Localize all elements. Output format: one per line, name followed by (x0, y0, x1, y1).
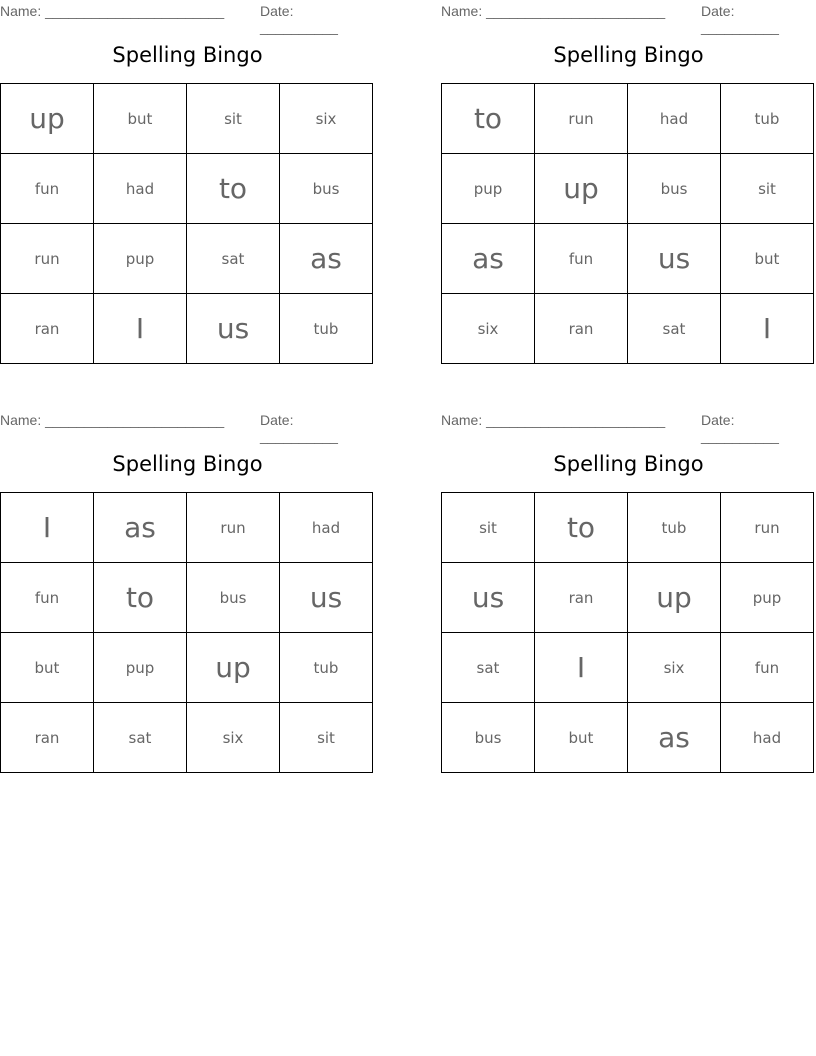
bingo-cell: ran (535, 563, 628, 633)
bingo-cell: had (721, 703, 814, 773)
bingo-cell: fun (1, 154, 94, 224)
grid-row (442, 224, 814, 294)
card-title: Spelling Bingo (553, 452, 704, 476)
date-field: Date: __________ (260, 412, 338, 444)
bingo-cell: us (628, 224, 721, 294)
bingo-cell: sit (280, 703, 373, 773)
header (0, 0, 375, 35)
bingo-cell: bus (187, 563, 280, 633)
bingo-cell: but (1, 633, 94, 703)
grid-row (442, 154, 814, 224)
bingo-cell: fun (1, 563, 94, 633)
bingo-cell: I (94, 294, 187, 364)
grid-row (1, 224, 373, 294)
bingo-cell: sat (187, 224, 280, 294)
bingo-cell: run (535, 84, 628, 154)
bingo-grid (0, 492, 373, 773)
grid-row (442, 703, 814, 773)
bingo-cell: had (94, 154, 187, 224)
bingo-cell: but (94, 84, 187, 154)
bingo-cell: pup (94, 224, 187, 294)
date-field: Date: __________ (701, 412, 779, 444)
bingo-cell: to (442, 84, 535, 154)
card-title: Spelling Bingo (553, 43, 704, 67)
bingo-cell: pup (442, 154, 535, 224)
name-field: Name: _______________________ (0, 3, 225, 19)
bingo-cell: fun (535, 224, 628, 294)
bingo-cell: run (187, 493, 280, 563)
bingo-cell: tub (280, 294, 373, 364)
grid-row (1, 84, 373, 154)
header (441, 0, 816, 35)
bingo-cell: ran (1, 294, 94, 364)
bingo-grid (0, 83, 373, 364)
grid-row (1, 493, 373, 563)
bingo-cell: us (442, 563, 535, 633)
bingo-cell: as (94, 493, 187, 563)
card-title: Spelling Bingo (112, 43, 263, 67)
bingo-cell: bus (442, 703, 535, 773)
bingo-cell: to (94, 563, 187, 633)
bingo-cell: up (535, 154, 628, 224)
bingo-cell: six (280, 84, 373, 154)
bingo-cell: six (628, 633, 721, 703)
bingo-cell: I (721, 294, 814, 364)
name-field: Name: _______________________ (441, 412, 666, 428)
header (441, 409, 816, 444)
bingo-cell: six (442, 294, 535, 364)
bingo-cell: pup (94, 633, 187, 703)
date-field: Date: __________ (260, 3, 338, 35)
bingo-cell: tub (721, 84, 814, 154)
bingo-cell: ran (1, 703, 94, 773)
grid-row (1, 154, 373, 224)
bingo-cell: six (187, 703, 280, 773)
bingo-cell: sit (721, 154, 814, 224)
bingo-grid (441, 83, 814, 364)
name-field: Name: _______________________ (441, 3, 666, 19)
bingo-cell: us (187, 294, 280, 364)
grid-row (1, 703, 373, 773)
header (0, 409, 375, 444)
bingo-cell: up (187, 633, 280, 703)
grid-row (442, 633, 814, 703)
grid-row (1, 563, 373, 633)
bingo-cell: had (628, 84, 721, 154)
bingo-cell: sit (187, 84, 280, 154)
bingo-cell: had (280, 493, 373, 563)
bingo-grid (441, 492, 814, 773)
bingo-cell: I (1, 493, 94, 563)
date-field: Date: __________ (701, 3, 779, 35)
grid-row (442, 84, 814, 154)
bingo-cell: as (280, 224, 373, 294)
bingo-cell: ran (535, 294, 628, 364)
bingo-cell: up (628, 563, 721, 633)
bingo-cell: sat (442, 633, 535, 703)
bingo-cell: sat (628, 294, 721, 364)
bingo-cell: but (721, 224, 814, 294)
bingo-cell: but (535, 703, 628, 773)
bingo-cell: as (628, 703, 721, 773)
bingo-cell: run (721, 493, 814, 563)
grid-row (1, 633, 373, 703)
bingo-cell: run (1, 224, 94, 294)
bingo-cell: I (535, 633, 628, 703)
bingo-cell: sat (94, 703, 187, 773)
grid-row (442, 294, 814, 364)
bingo-cell: bus (280, 154, 373, 224)
bingo-cell: pup (721, 563, 814, 633)
bingo-cell: to (535, 493, 628, 563)
bingo-cell: tub (628, 493, 721, 563)
bingo-cell: fun (721, 633, 814, 703)
bingo-cell: tub (280, 633, 373, 703)
grid-row (1, 294, 373, 364)
bingo-cell: us (280, 563, 373, 633)
grid-row (442, 493, 814, 563)
bingo-cell: to (187, 154, 280, 224)
bingo-cell: up (1, 84, 94, 154)
bingo-cell: as (442, 224, 535, 294)
bingo-cell: bus (628, 154, 721, 224)
bingo-cell: sit (442, 493, 535, 563)
name-field: Name: _______________________ (0, 412, 225, 428)
grid-row (442, 563, 814, 633)
card-title: Spelling Bingo (112, 452, 263, 476)
